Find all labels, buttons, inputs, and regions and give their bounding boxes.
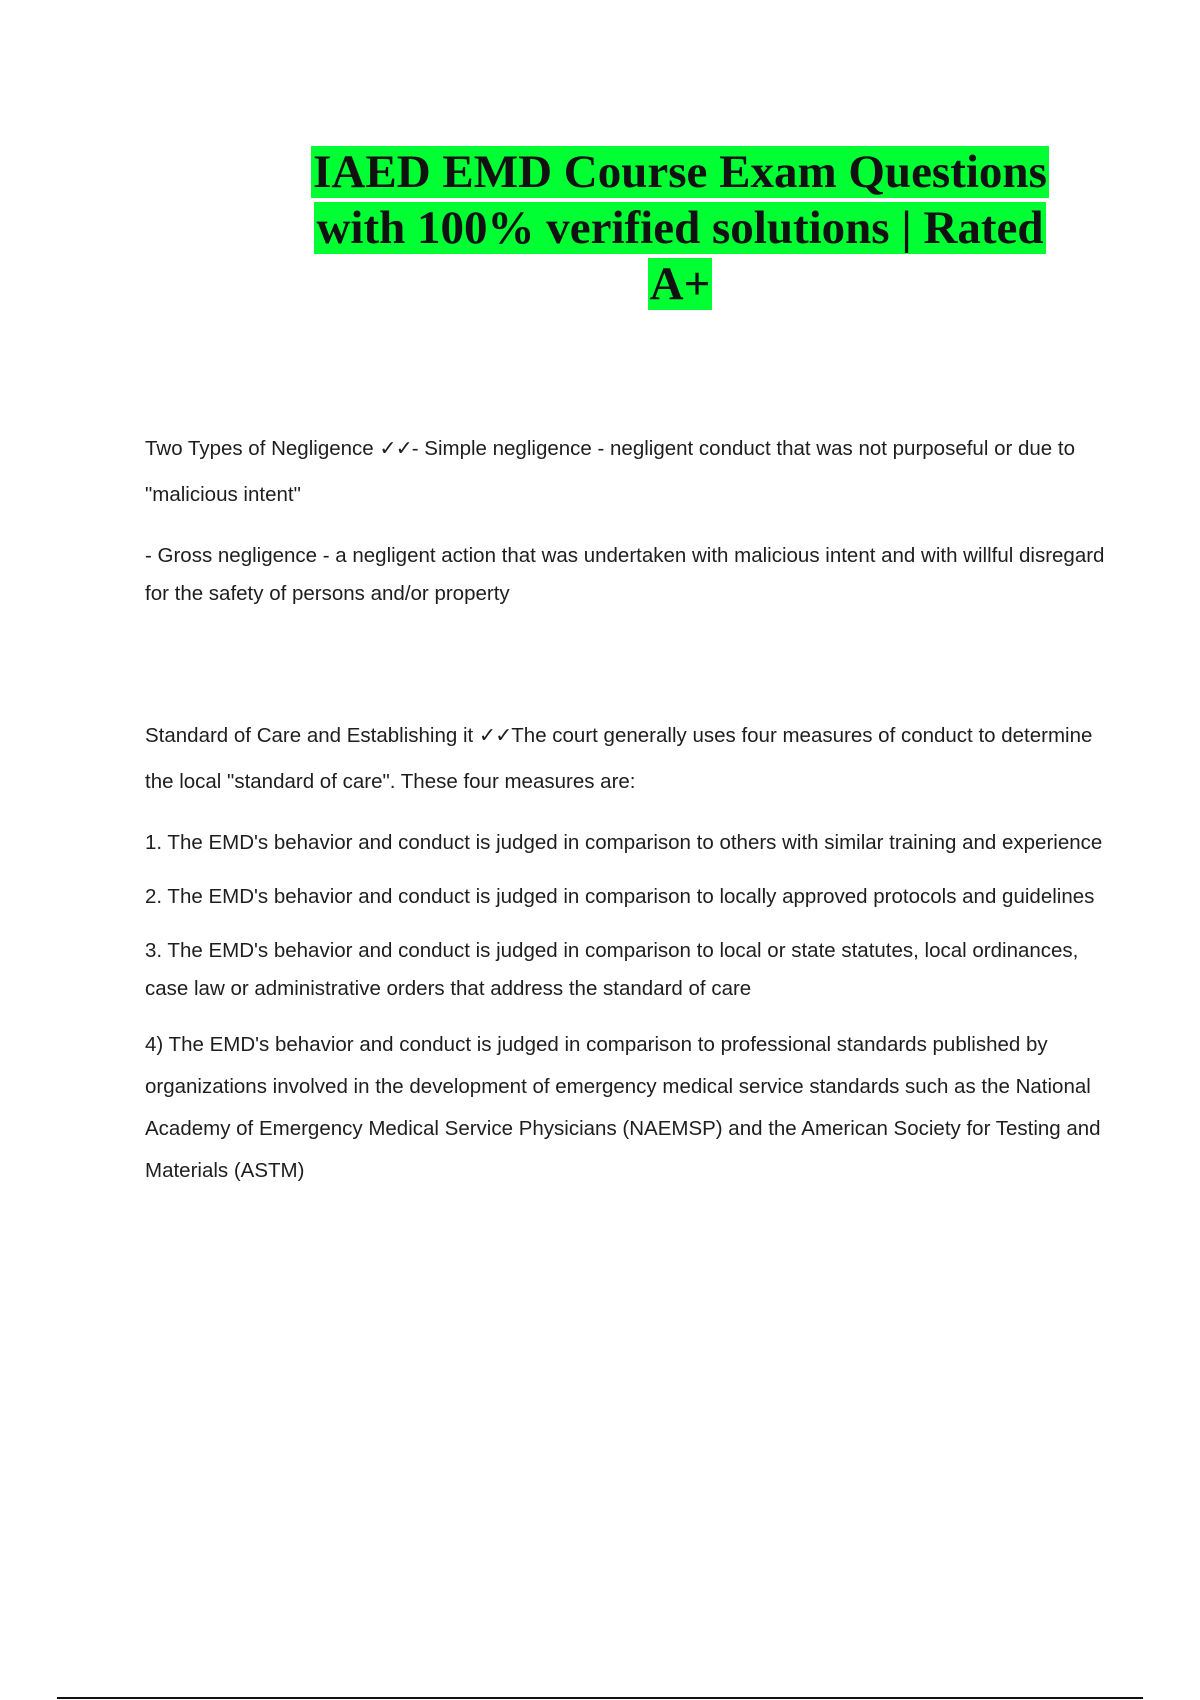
qa-2-question: Standard of Care and Establishing it (145, 724, 474, 747)
title-line-3: A+ (649, 258, 711, 310)
title-line-2: with 100% verified solutions | Rated (316, 202, 1044, 254)
footer-divider (57, 1697, 1143, 1699)
qa-2-first-paragraph (145, 713, 1105, 805)
qa-2-measure-3: 3. The EMD's behavior and conduct is judged in comparison to local or state statutes, local ordinances, case law or administrative orders that address the standard of care (145, 939, 1079, 1000)
qa-1-answer-1: - Simple negligence - negligent conduct that was not purposeful or due to "malicious intent" (145, 437, 1075, 506)
title-line-1: IAED EMD Course Exam Questions (313, 146, 1047, 198)
qa-2-measure-1: 1. The EMD's behavior and conduct is judged in comparison to others with similar training and experience (145, 831, 1103, 854)
qa-2-measure-4: 4) The EMD's behavior and conduct is judged in comparison to professional standards published by organizations involved in the development of emergency medical service standards such as the National Academy of Emergency Medical Service Physicians (NAEMSP) and the American Society for Testing and Materials (ASTM) (145, 1033, 1101, 1182)
qa-2-answer-1: The court generally uses four measures of conduct to determine the local "standard of care". These four measures are: (145, 724, 1093, 793)
document-body (145, 426, 1105, 1192)
check-marks-icon: ✓✓ (379, 437, 412, 460)
qa-1-question: Two Types of Negligence (145, 437, 374, 460)
check-marks-icon: ✓✓ (478, 724, 512, 747)
qa-2-measure-2: 2. The EMD's behavior and conduct is judged in comparison to locally approved protocols and guidelines (145, 885, 1095, 908)
qa-1-first-paragraph (145, 426, 1105, 518)
qa-1-answer-2: - Gross negligence - a negligent action that was undertaken with malicious intent and with willful disregard for the safety of persons and/or property (145, 544, 1105, 605)
document-title (300, 144, 1060, 312)
